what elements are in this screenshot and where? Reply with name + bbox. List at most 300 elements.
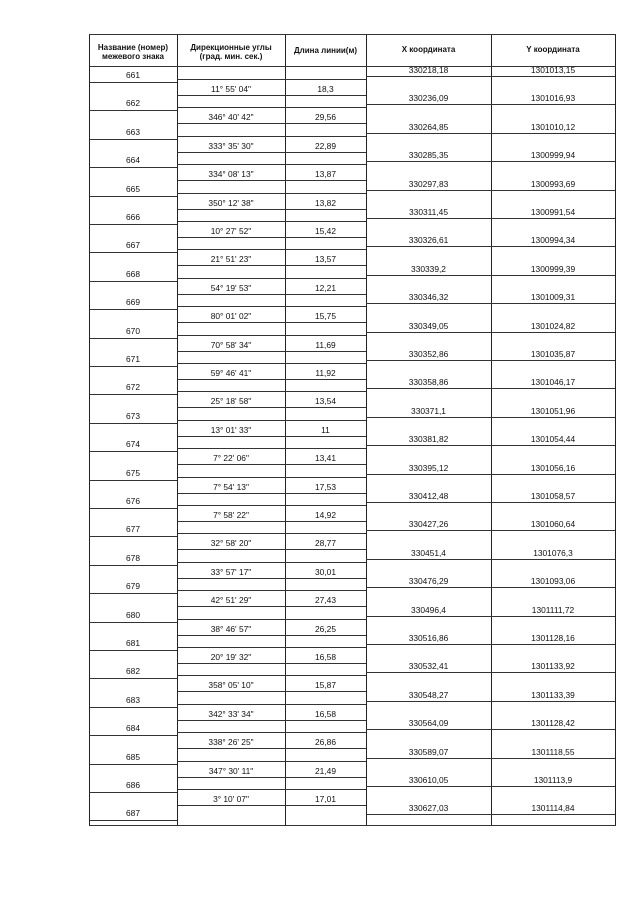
leg-length: 17,53 — [315, 481, 336, 492]
row-rule — [89, 451, 177, 452]
row-rule — [177, 549, 285, 550]
row-rule — [177, 477, 285, 478]
row-rule — [285, 748, 366, 749]
row-rule — [89, 622, 177, 623]
row-rule — [285, 691, 366, 692]
point-name: 668 — [126, 268, 140, 279]
row-rule — [491, 76, 615, 77]
header-length: Длина линии(м) — [293, 45, 358, 55]
row-rule — [177, 407, 285, 408]
row-rule — [491, 417, 615, 418]
row-rule — [177, 578, 285, 579]
point-x: 330589,07 — [408, 746, 449, 757]
row-rule — [177, 265, 285, 266]
row-rule — [285, 720, 366, 721]
row-rule — [177, 436, 285, 437]
point-name: 684 — [126, 723, 140, 734]
row-rule — [177, 704, 285, 705]
leg-angle: 347° 30' 11" — [208, 765, 254, 776]
row-rule — [285, 590, 366, 591]
row-rule — [285, 237, 366, 238]
row-rule — [285, 521, 366, 522]
leg-angle: 32° 58' 20" — [210, 538, 252, 549]
point-y: 1301010,12 — [530, 121, 576, 132]
row-rule — [491, 814, 615, 815]
row-rule — [285, 294, 366, 295]
leg-angle: 333° 35' 30" — [208, 140, 254, 151]
leg-length: 13,41 — [315, 453, 336, 464]
row-rule — [491, 530, 615, 531]
row-rule — [177, 606, 285, 607]
leg-length: 11 — [321, 424, 330, 435]
point-name: 682 — [126, 666, 140, 677]
row-rule — [491, 104, 615, 105]
row-rule — [89, 224, 177, 225]
row-rule — [177, 505, 285, 506]
header-x: X координата — [401, 44, 456, 54]
row-rule — [89, 678, 177, 679]
row-rule — [285, 278, 366, 279]
row-rule — [366, 786, 491, 787]
row-rule — [285, 619, 366, 620]
leg-angle: 13° 01' 33" — [210, 424, 252, 435]
leg-angle: 342° 33' 34" — [208, 708, 254, 719]
row-rule — [285, 180, 366, 181]
row-rule — [285, 663, 366, 664]
row-rule — [366, 332, 491, 333]
row-rule — [285, 265, 366, 266]
point-y: 1301113,9 — [533, 775, 573, 785]
header-angle: Дирекционные углы (град. мин. сек.) — [190, 43, 272, 61]
point-name: 665 — [126, 183, 140, 194]
point-name: 674 — [126, 439, 140, 450]
row-rule — [177, 732, 285, 733]
row-rule — [89, 707, 177, 708]
leg-angle: 7° 22' 06" — [213, 453, 249, 464]
point-x: 330627,03 — [408, 803, 449, 814]
leg-angle: 80° 01' 02" — [210, 311, 252, 322]
row-rule — [285, 306, 366, 307]
row-rule — [285, 123, 366, 124]
row-rule — [285, 221, 366, 222]
row-rule — [177, 777, 285, 778]
row-rule — [177, 335, 285, 336]
row-rule — [177, 237, 285, 238]
row-rule — [366, 644, 491, 645]
leg-angle: 21° 51' 23" — [210, 254, 252, 265]
leg-angle: 3° 10' 07" — [213, 794, 249, 804]
point-x: 330395,12 — [408, 462, 449, 473]
point-x: 330349,05 — [408, 320, 449, 331]
row-rule — [89, 565, 177, 566]
row-rule — [89, 820, 177, 821]
row-rule — [177, 789, 285, 790]
leg-angle: 346° 40' 42" — [208, 112, 254, 123]
row-rule — [89, 309, 177, 310]
row-rule — [491, 388, 615, 389]
row-rule — [491, 729, 615, 730]
point-y: 1301128,42 — [531, 718, 575, 729]
point-name: 681 — [126, 638, 140, 648]
row-rule — [285, 606, 366, 607]
point-name: 670 — [126, 325, 140, 336]
point-y: 1301056,16 — [530, 462, 576, 473]
point-y: 1301054,44 — [530, 434, 576, 445]
row-rule — [366, 445, 491, 446]
leg-length: 27,43 — [315, 595, 336, 606]
row-rule — [285, 79, 366, 80]
point-y: 1301111,72 — [531, 604, 575, 615]
leg-length: 26,86 — [315, 737, 336, 748]
point-name: 662 — [126, 98, 140, 109]
point-y: 1301128,16 — [531, 633, 575, 643]
point-x: 330412,48 — [408, 491, 449, 501]
point-y: 1301009,31 — [530, 292, 576, 303]
row-rule — [285, 732, 366, 733]
leg-angle: 70° 58' 34" — [210, 339, 252, 350]
point-name: 679 — [126, 581, 140, 592]
point-y: 1301076,3 — [533, 547, 573, 558]
row-rule — [89, 196, 177, 197]
row-rule — [177, 761, 285, 762]
row-rule — [285, 136, 366, 137]
row-rule — [285, 407, 366, 408]
row-rule — [89, 650, 177, 651]
row-rule — [491, 161, 615, 162]
row-rule — [177, 590, 285, 591]
point-x: 330381,82 — [408, 434, 449, 445]
row-rule — [366, 246, 491, 247]
row-rule — [89, 366, 177, 367]
row-rule — [177, 79, 285, 80]
row-rule — [89, 338, 177, 339]
leg-angle: 33° 57' 17" — [210, 566, 252, 577]
point-x: 330358,86 — [408, 377, 449, 388]
leg-angle: 54° 19' 53" — [210, 282, 252, 293]
leg-length: 17,01 — [315, 794, 336, 804]
leg-length: 28,77 — [315, 538, 336, 549]
row-rule — [285, 533, 366, 534]
row-rule — [89, 139, 177, 140]
row-rule — [285, 761, 366, 762]
leg-length: 15,42 — [315, 226, 336, 236]
point-y: 1301133,92 — [531, 661, 575, 672]
header-y: Y координата — [526, 44, 580, 54]
point-name: 664 — [126, 155, 140, 166]
point-name: 669 — [126, 297, 140, 308]
point-name: 671 — [126, 354, 140, 364]
row-rule — [366, 559, 491, 560]
row-rule — [177, 448, 285, 449]
point-y: 1301133,39 — [531, 689, 575, 700]
point-x: 330352,86 — [408, 349, 449, 359]
row-rule — [366, 76, 491, 77]
row-rule — [177, 193, 285, 194]
row-rule — [285, 493, 366, 494]
row-rule — [491, 644, 615, 645]
point-x: 330346,32 — [408, 292, 449, 303]
point-x: 330218,18 — [408, 65, 449, 75]
row-rule — [177, 95, 285, 96]
row-rule — [366, 303, 491, 304]
row-rule — [285, 164, 366, 165]
leg-angle: 7° 58' 22" — [213, 510, 249, 520]
row-rule — [491, 502, 615, 503]
point-name: 677 — [126, 524, 140, 535]
row-rule — [285, 549, 366, 550]
point-name: 667 — [126, 240, 140, 251]
row-rule — [366, 190, 491, 191]
row-rule — [491, 218, 615, 219]
row-rule — [491, 190, 615, 191]
row-rule — [177, 619, 285, 620]
row-rule — [366, 104, 491, 105]
leg-length: 14,92 — [315, 510, 336, 520]
row-rule — [366, 388, 491, 389]
row-rule — [366, 218, 491, 219]
leg-length: 13,87 — [315, 169, 336, 180]
row-rule — [285, 152, 366, 153]
row-rule — [491, 133, 615, 134]
point-y: 1301024,82 — [530, 320, 576, 331]
row-rule — [285, 420, 366, 421]
row-rule — [491, 303, 615, 304]
point-x: 330339,2 — [411, 263, 446, 274]
row-rule — [366, 587, 491, 588]
row-rule — [285, 448, 366, 449]
row-rule — [89, 536, 177, 537]
row-rule — [177, 493, 285, 494]
point-name: 663 — [126, 126, 140, 137]
point-x: 330610,05 — [408, 775, 449, 785]
row-rule — [177, 322, 285, 323]
table-border — [89, 825, 616, 826]
row-rule — [285, 193, 366, 194]
row-rule — [366, 530, 491, 531]
leg-length: 21,49 — [315, 765, 336, 776]
row-rule — [177, 379, 285, 380]
row-rule — [491, 246, 615, 247]
leg-angle: 59° 46' 41" — [210, 368, 252, 378]
point-x: 330516,86 — [408, 633, 449, 643]
row-rule — [491, 474, 615, 475]
row-rule — [177, 464, 285, 465]
leg-angle: 25° 18' 58" — [210, 396, 252, 407]
point-x: 330532,41 — [408, 661, 449, 672]
row-rule — [177, 152, 285, 153]
row-rule — [89, 735, 177, 736]
row-rule — [491, 332, 615, 333]
leg-length: 13,57 — [315, 254, 336, 265]
row-rule — [285, 805, 366, 806]
point-x: 330496,4 — [411, 604, 446, 615]
row-rule — [177, 675, 285, 676]
row-rule — [177, 294, 285, 295]
row-rule — [285, 322, 366, 323]
row-rule — [177, 136, 285, 137]
row-rule — [177, 221, 285, 222]
point-name: 676 — [126, 496, 140, 506]
point-name: 680 — [126, 609, 140, 620]
row-rule — [177, 521, 285, 522]
row-rule — [177, 391, 285, 392]
leg-length: 18,3 — [317, 84, 334, 94]
point-y: 1301013,15 — [530, 65, 576, 75]
row-rule — [285, 704, 366, 705]
row-rule — [491, 445, 615, 446]
leg-angle: 10° 27' 52" — [210, 226, 252, 236]
row-rule — [89, 110, 177, 111]
point-name: 686 — [126, 780, 140, 790]
row-rule — [177, 420, 285, 421]
leg-length: 15,87 — [315, 680, 336, 691]
point-x: 330476,29 — [408, 576, 449, 587]
row-rule — [366, 701, 491, 702]
row-rule — [89, 252, 177, 253]
point-x: 330564,09 — [408, 718, 449, 729]
row-rule — [366, 502, 491, 503]
leg-angle: 7° 54' 13" — [213, 481, 249, 492]
row-rule — [177, 748, 285, 749]
point-x: 330264,85 — [408, 121, 449, 132]
row-rule — [285, 562, 366, 563]
row-rule — [285, 635, 366, 636]
row-rule — [177, 663, 285, 664]
row-rule — [285, 436, 366, 437]
point-name: 683 — [126, 694, 140, 705]
row-rule — [89, 480, 177, 481]
row-rule — [491, 275, 615, 276]
point-x: 330311,45 — [409, 207, 448, 217]
row-rule — [177, 180, 285, 181]
row-rule — [491, 616, 615, 617]
point-y: 1301051,96 — [530, 405, 576, 416]
row-rule — [491, 758, 615, 759]
point-name: 661 — [126, 70, 140, 80]
point-y: 1300993,69 — [530, 178, 576, 189]
row-rule — [177, 164, 285, 165]
row-rule — [491, 786, 615, 787]
row-rule — [89, 423, 177, 424]
point-y: 1301060,64 — [530, 519, 576, 530]
point-name: 672 — [126, 382, 140, 393]
point-y: 1301046,17 — [530, 377, 576, 388]
row-rule — [177, 249, 285, 250]
row-rule — [89, 764, 177, 765]
row-rule — [366, 814, 491, 815]
point-y: 1301016,93 — [530, 93, 576, 104]
leg-angle: 20° 19' 32" — [210, 652, 252, 662]
leg-length: 15,75 — [315, 311, 336, 322]
row-rule — [285, 379, 366, 380]
coordinates-table — [89, 34, 616, 826]
point-x: 330371,1 — [411, 405, 446, 416]
point-x: 330427,26 — [408, 519, 449, 530]
row-rule — [89, 82, 177, 83]
leg-length: 30,01 — [315, 566, 336, 577]
leg-angle: 350° 12' 38" — [208, 197, 254, 208]
point-y: 1301035,87 — [530, 349, 576, 359]
row-rule — [285, 209, 366, 210]
leg-angle: 11° 55' 04" — [211, 84, 251, 94]
point-x: 330285,35 — [408, 150, 449, 161]
point-y: 1300999,39 — [530, 263, 576, 274]
leg-length: 11,92 — [315, 368, 336, 378]
row-rule — [285, 789, 366, 790]
point-y: 1301093,06 — [530, 576, 576, 587]
point-x: 330548,27 — [408, 689, 449, 700]
leg-length: 22,89 — [315, 140, 336, 151]
row-rule — [89, 281, 177, 282]
row-rule — [366, 672, 491, 673]
point-name: 678 — [126, 552, 140, 563]
row-rule — [89, 394, 177, 395]
row-rule — [491, 587, 615, 588]
row-rule — [177, 278, 285, 279]
leg-length: 29,56 — [315, 112, 336, 123]
leg-length: 13,82 — [315, 197, 336, 208]
row-rule — [366, 275, 491, 276]
row-rule — [285, 391, 366, 392]
row-rule — [177, 306, 285, 307]
row-rule — [89, 593, 177, 594]
row-rule — [366, 417, 491, 418]
row-rule — [366, 474, 491, 475]
row-rule — [89, 508, 177, 509]
point-name: 675 — [126, 467, 140, 478]
row-rule — [366, 133, 491, 134]
table-border — [615, 34, 616, 826]
leg-angle: 334° 08' 13" — [208, 169, 254, 180]
row-rule — [285, 464, 366, 465]
point-y: 1300994,34 — [530, 235, 576, 246]
row-rule — [491, 672, 615, 673]
point-name: 666 — [126, 212, 140, 222]
row-rule — [285, 107, 366, 108]
row-rule — [177, 691, 285, 692]
row-rule — [177, 107, 285, 108]
row-rule — [285, 335, 366, 336]
point-name: 687 — [126, 808, 140, 819]
row-rule — [177, 123, 285, 124]
row-rule — [285, 777, 366, 778]
row-rule — [285, 675, 366, 676]
leg-length: 11,69 — [315, 339, 336, 350]
leg-length: 13,54 — [315, 396, 336, 407]
row-rule — [491, 701, 615, 702]
row-rule — [285, 578, 366, 579]
header-name: Название (номер) межевого знака — [97, 43, 169, 61]
point-y: 1301058,57 — [530, 491, 576, 501]
row-rule — [177, 805, 285, 806]
row-rule — [366, 161, 491, 162]
row-rule — [285, 351, 366, 352]
point-name: 685 — [126, 751, 140, 762]
row-rule — [177, 647, 285, 648]
leg-length: 12,21 — [315, 282, 336, 293]
point-x: 330451,4 — [411, 547, 446, 558]
leg-angle: 358° 05' 10" — [208, 680, 254, 691]
row-rule — [177, 209, 285, 210]
row-rule — [285, 647, 366, 648]
point-y: 1300991,54 — [530, 207, 576, 217]
row-rule — [177, 562, 285, 563]
row-rule — [285, 477, 366, 478]
point-x: 330236,09 — [408, 93, 449, 104]
leg-length: 16,58 — [315, 652, 336, 662]
leg-angle: 38° 46' 57" — [210, 623, 252, 634]
row-rule — [491, 559, 615, 560]
